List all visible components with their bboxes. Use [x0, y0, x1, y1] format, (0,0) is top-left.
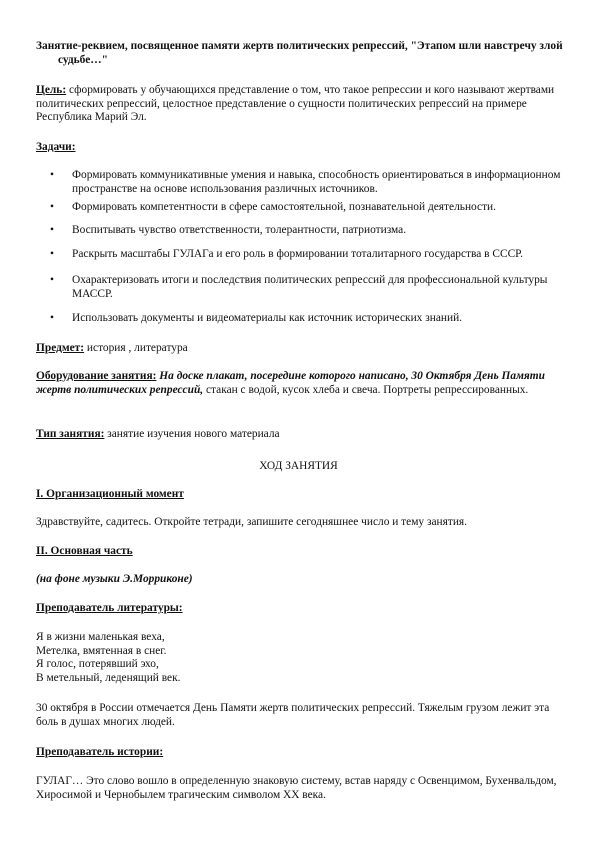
- goal-paragraph: [36, 84, 561, 125]
- list-item: [36, 248, 561, 262]
- list-item: [36, 169, 561, 196]
- bullet-icon: •: [50, 248, 54, 260]
- task-text: Использовать документы и видеоматериалы как источник исторических знаний.: [72, 312, 463, 324]
- list-item: [36, 274, 561, 301]
- task-text: Формировать коммуникативные умения и навыка, способность ориентироваться в информационном пространстве на основе использования различных источников.: [72, 169, 561, 195]
- task-text: Формировать компетентности в сфере самостоятельной, познавательной деятельности.: [72, 201, 496, 213]
- list-item: [36, 201, 561, 215]
- lit-teacher-label: Преподаватель литературы:: [36, 602, 183, 614]
- bullet-icon: •: [50, 312, 54, 324]
- hist-teacher-paragraph: ГУЛАГ… Это слово вошло в определенную знаковую систему, встав наряду с Освенцимом, Бухенвальдом, Хиросимой и Чернобылем трагическим символом XX века.: [36, 775, 557, 801]
- document-title: Занятие-реквием, посвященное памяти жертв политических репрессий, "Этапом шли навстречу злой судьбе…": [36, 40, 563, 66]
- poem-line: Метелка, вмятенная в снег.: [36, 644, 167, 657]
- task-text: Раскрыть масштабы ГУЛАГа и его роль в формировании тоталитарного государства в СССР.: [72, 248, 523, 260]
- course-heading: ХОД ЗАНЯТИЯ: [259, 460, 338, 472]
- equipment-label: Оборудование занятия:: [36, 370, 157, 382]
- subject-paragraph: [36, 342, 561, 356]
- section1-heading: I. Организационный момент: [36, 488, 184, 500]
- list-item: [36, 224, 561, 238]
- section1-text: Здравствуйте, садитесь. Откройте тетради, запишите сегодняшнее число и тему занятия.: [36, 516, 468, 528]
- bullet-icon: •: [50, 274, 54, 286]
- lesson-type-paragraph: [36, 428, 561, 442]
- list-item: [36, 312, 561, 326]
- task-text: Охарактеризовать итоги и последствия политических репрессий для профессиональной культуры МАССР.: [72, 274, 548, 300]
- equipment-board-text: На доске плакат, посередине которого написано, 30 Октября День Памяти жертв политических репрессий,: [36, 370, 545, 396]
- lit-teacher-paragraph: 30 октября в России отмечается День Памяти жертв политических репрессий. Тяжелым грузом лежит эта боль в душах многих людей.: [36, 702, 550, 728]
- goal-text: сформировать у обучающихся представление о том, что такое репрессии и кого называют жертвами политических репрессий, целостное представление о сущности политических репрессий на примере Республика Марий Эл.: [36, 84, 555, 124]
- equipment-paragraph: [36, 370, 561, 397]
- lesson-type-text: занятие изучения нового материала: [104, 428, 280, 440]
- bullet-icon: •: [50, 201, 54, 213]
- music-note: (на фоне музыки Э.Морриконе): [36, 573, 193, 585]
- poem-line: Я в жизни маленькая веха,: [36, 631, 165, 643]
- poem-line: В метельный, леденящий век.: [36, 671, 181, 684]
- goal-label: Цель:: [36, 84, 67, 96]
- poem: [36, 631, 561, 685]
- bullet-icon: •: [50, 224, 54, 236]
- lesson-type-label: Тип занятия:: [36, 428, 105, 440]
- tasks-label: Задачи:: [36, 141, 76, 153]
- section2-heading: II. Основная часть: [36, 545, 133, 557]
- subject-label: Предмет:: [36, 342, 85, 354]
- bullet-icon: •: [50, 169, 54, 181]
- task-text: Воспитывать чувство ответственности, толерантности, патриотизма.: [72, 224, 407, 236]
- poem-line: Я голос, потерявший эхо,: [36, 658, 159, 671]
- subject-text: история , литература: [84, 342, 188, 354]
- hist-teacher-label: Преподаватель истории:: [36, 746, 164, 758]
- equipment-text: стакан с водой, кусок хлеба и свеча. Портреты репрессированных.: [203, 383, 529, 396]
